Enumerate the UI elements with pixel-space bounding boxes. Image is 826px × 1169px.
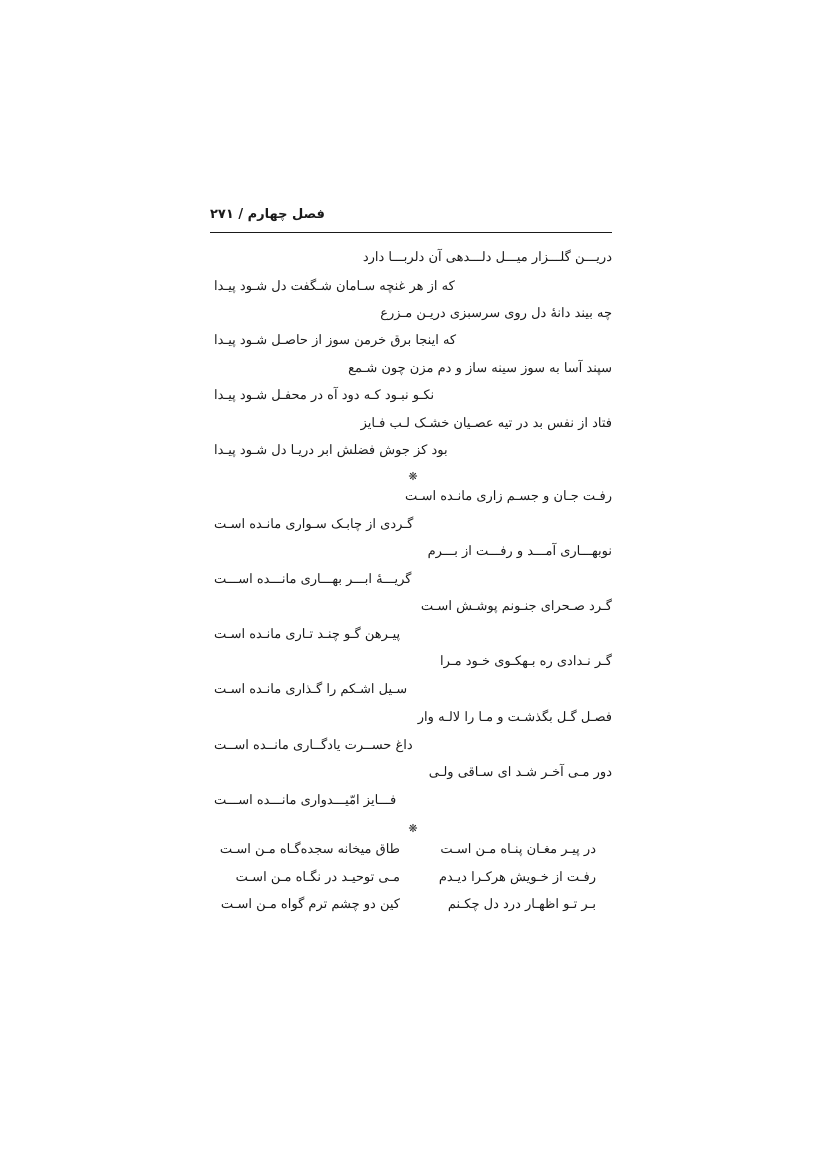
verse-line: گـر نـدادی ره بـهکـوی خـود مـرا <box>440 654 612 669</box>
verse-line: دریـــن گلـــزار میـــل دلـــدهی آن دلربـــا دارد <box>362 250 612 265</box>
verse-line: که اینجا برق خرمن سوز از حاصـل شـود پیـدا <box>214 333 457 348</box>
verse-line: نوبهـــاری آمـــد و رفـــت از بـــرم <box>427 544 612 559</box>
verse-line: چه بیند دانهٔ دل روی سرسبزی دریـن مـزرع <box>380 306 612 321</box>
verse-line: داغ حســرت یادگــاری مانــده اســت <box>214 738 413 753</box>
verse-line: دور مـی آخـر شـد ای سـاقی ولـی <box>428 765 612 780</box>
separator-ornament: ❋ <box>408 822 418 835</box>
couplet-second-hemistich: کین دو چشم ترم گواه مـن اسـت <box>220 897 400 912</box>
couplet-second-hemistich: مـی توحیـد در نگـاه مـن اسـت <box>235 870 400 885</box>
verse-line: گریـــهٔ ابـــر بهـــاری مانـــده اســـت <box>214 572 412 587</box>
verse-line: پیـرهن گـو چنـد تـاری مانـده اسـت <box>214 627 401 642</box>
verse-line: سـیل اشـکم را گـذاری مانـده اسـت <box>214 682 408 697</box>
verse-line: فتاد از نفس بد در تیه عصـیان خشـک لـب فـایز <box>360 416 612 431</box>
verse-line: گـردی از چابـک سـواری مانـده اسـت <box>214 517 414 532</box>
couplet-first-hemistich: رفـت از خـویش هرکـرا دیـدم <box>438 870 596 885</box>
verse-line: فـــایز امّیـــدواری مانـــده اســـت <box>214 793 397 808</box>
verse-line: نکـو نبـود کـه دود آه در محفـل شـود پیـدا <box>214 388 435 403</box>
chapter-page-title: فصل چهارم / ۲۷۱ <box>210 207 325 222</box>
page-header <box>210 204 612 233</box>
verse-line: که از هر غنچه سـامان شـگفت دل شـود پیـدا <box>214 279 455 294</box>
verse-line: فصـل گـل بگذشـت و مـا را لالـه وار <box>417 710 612 725</box>
couplet-first-hemistich: در پیـر مغـان پنـاه مـن اسـت <box>440 842 596 857</box>
couplet-second-hemistich: طاق میخانه سجده‌گـاه مـن اسـت <box>219 842 400 857</box>
verse-line: سپند آسا به سوز سینه ساز و دم مزن چون شـمع <box>348 361 612 376</box>
verse-line: گـرد صـحرای جنـونم پوشـش اسـت <box>420 599 612 614</box>
separator-ornament: ❋ <box>408 470 418 483</box>
verse-line: بود کز جوش فضلش ابر دریـا دل شـود پیـدا <box>214 443 448 458</box>
couplet-first-hemistich: بـر تـو اظهـار درد دل چکـنم <box>447 897 596 912</box>
verse-line: رفـت جـان و جسـم زاری مانـده اسـت <box>405 489 612 504</box>
